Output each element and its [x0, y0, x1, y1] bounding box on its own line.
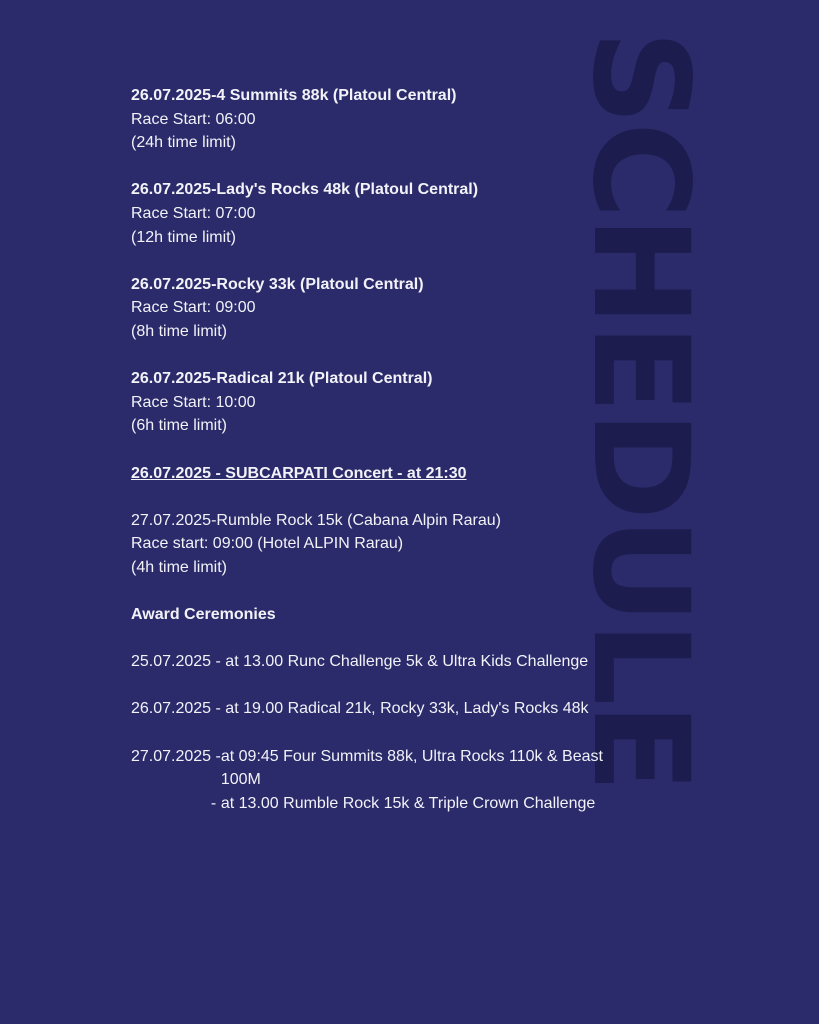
- rumble-entry: [131, 509, 691, 580]
- concert-title: 26.07.2025 - SUBCARPATI Concert - at 21:30: [131, 464, 467, 482]
- rumble-limit: (4h time limit): [131, 558, 228, 576]
- race-entry: [131, 84, 691, 155]
- rumble-start: Race start: 09:00 (Hotel ALPIN Rarau): [131, 535, 404, 553]
- race-start: Race Start: 10:00: [131, 393, 256, 411]
- race-start: Race Start: 07:00: [131, 204, 256, 222]
- race-limit: (24h time limit): [131, 134, 236, 152]
- race-entry: [131, 273, 691, 344]
- award-entry: 25.07.2025 - at 13.00 Runc Challenge 5k & Ultra Kids Challenge: [131, 653, 589, 671]
- race-start: Race Start: 06:00: [131, 110, 256, 128]
- award-items: [210, 745, 621, 816]
- race-limit: (8h time limit): [131, 322, 228, 340]
- award-item-dash: -: [210, 794, 217, 812]
- race-limit: (6h time limit): [131, 417, 228, 435]
- award-item: [221, 745, 621, 792]
- concert-entry: [131, 462, 691, 486]
- award-item-text: at 09:45 Four Summits 88k, Ultra Rocks 110k & Beast 100M: [220, 747, 603, 789]
- award-date: 27.07.2025 -: [131, 747, 221, 765]
- awards-heading: Award Ceremonies: [131, 606, 276, 624]
- race-title: 26.07.2025-4 Summits 88k (Platoul Central): [131, 87, 457, 104]
- race-title: 26.07.2025-Rocky 33k (Platoul Central): [131, 275, 424, 293]
- race-limit: (12h time limit): [131, 228, 236, 246]
- award-entry: 26.07.2025 - at 19.00 Radical 21k, Rocky 33k, Lady's Rocks 48k: [131, 700, 589, 718]
- schedule-watermark-text: SCHEDULE: [563, 30, 717, 790]
- race-start: Race Start: 09:00: [131, 299, 256, 317]
- race-entry: [131, 178, 691, 249]
- rumble-title: 27.07.2025-Rumble Rock 15k (Cabana Alpin Rarau): [131, 511, 501, 529]
- award-item-text: at 13.00 Rumble Rock 15k & Triple Crown Challenge: [220, 794, 596, 812]
- award-entry-multi: [131, 745, 691, 816]
- award-item: [211, 792, 621, 816]
- race-entry: [131, 367, 691, 438]
- race-title: 26.07.2025-Radical 21k (Platoul Central): [131, 370, 433, 388]
- schedule-content: [131, 84, 691, 815]
- race-title: 26.07.2025-Lady's Rocks 48k (Platoul Central): [131, 181, 479, 199]
